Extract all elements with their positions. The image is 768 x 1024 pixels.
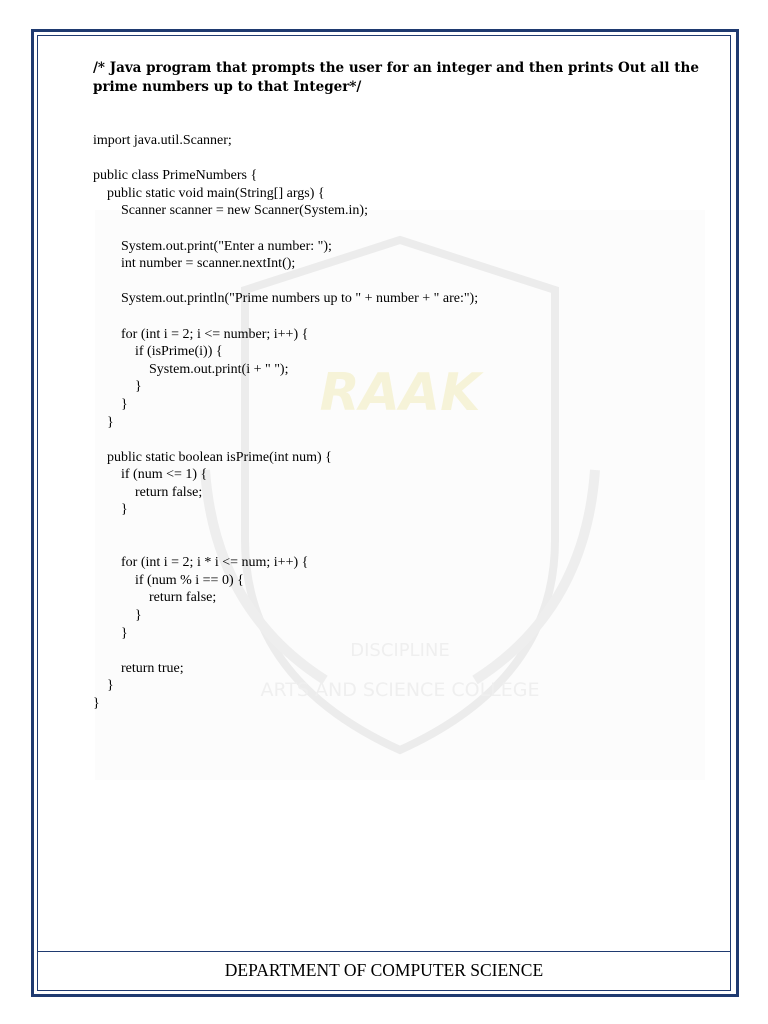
code-line: return false;: [93, 484, 203, 500]
code-line: public static void main(String[] args) {: [93, 185, 325, 201]
code-line: return true;: [93, 660, 184, 676]
code-line: System.out.println("Prime numbers up to " + number + " are:");: [93, 291, 479, 307]
code-line: }: [93, 625, 128, 641]
watermark-logo-text: RAAK: [319, 363, 481, 423]
code-line: Scanner scanner = new Scanner(System.in);: [93, 203, 368, 219]
code-line: }: [93, 696, 100, 711]
code-line: for (int i = 2; i * i <= num; i++) {: [93, 555, 309, 571]
code-line: [93, 308, 478, 326]
code-line: return false;: [93, 590, 217, 606]
code-line: }: [93, 608, 142, 624]
code-listing: [93, 132, 478, 713]
watermark-motto: DISCIPLINE: [350, 640, 450, 661]
code-line: }: [93, 379, 142, 395]
code-line: public class PrimeNumbers {: [93, 168, 258, 184]
code-line: import java.util.Scanner;: [93, 133, 232, 148]
code-line: [93, 150, 478, 168]
code-line: }: [93, 502, 128, 518]
watermark-college-text: ARTS AND SCIENCE COLLEGE: [260, 679, 540, 701]
code-line: }: [93, 414, 114, 430]
code-line: [93, 642, 478, 660]
code-line: public static boolean isPrime(int num) {: [93, 449, 332, 465]
code-line: System.out.print(i + " ");: [93, 361, 289, 377]
code-line: }: [93, 678, 114, 694]
code-line: System.out.print("Enter a number: ");: [93, 238, 332, 254]
code-line: }: [93, 396, 128, 412]
code-line: if (num % i == 0) {: [93, 572, 244, 588]
code-line: if (num <= 1) {: [93, 467, 208, 483]
department-footer: DEPARTMENT OF COMPUTER SCIENCE: [224, 960, 544, 980]
code-line: [93, 273, 478, 291]
code-line: [93, 220, 478, 238]
code-line: if (isPrime(i)) {: [93, 344, 223, 360]
footer-divider: [37, 951, 731, 952]
code-line: int number = scanner.nextInt();: [93, 256, 296, 272]
code-line: for (int i = 2; i <= number; i++) {: [93, 326, 309, 342]
program-heading: /* Java program that prompts the user for an integer and then prints Out all the prime numbers up to that Integer*/: [93, 60, 699, 95]
code-line: [93, 537, 478, 555]
code-line: [93, 519, 478, 537]
code-line: [93, 431, 478, 449]
